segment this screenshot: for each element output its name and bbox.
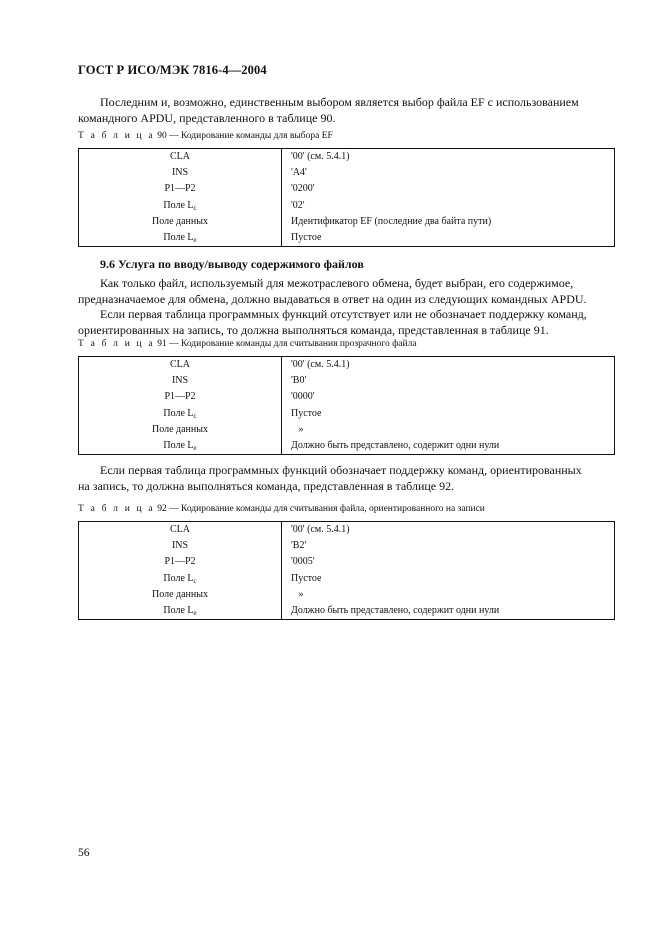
row-key-text: P1—P2 xyxy=(164,183,196,195)
row-key-text: INS xyxy=(171,167,189,179)
row-value: Идентификатор EF (последние два байта пути) xyxy=(282,214,615,230)
row-value: '00' (см. 5.4.1) xyxy=(282,357,615,374)
row-value: » xyxy=(282,587,615,603)
table-row xyxy=(79,603,615,620)
row-value: '0005' xyxy=(282,554,615,570)
table-row xyxy=(79,198,615,214)
row-key xyxy=(79,198,282,214)
row-key-text: P1—P2 xyxy=(164,391,196,403)
row-value: '00' (см. 5.4.1) xyxy=(282,522,615,539)
text-line: на запись, то должна выполняться команда, представленная в таблице 92. xyxy=(78,478,455,493)
row-key-text: Поле L xyxy=(163,407,194,419)
table-row xyxy=(79,438,615,455)
row-key-subscript: c xyxy=(193,411,197,420)
table-90-caption xyxy=(78,130,333,142)
row-value: Пустое xyxy=(282,230,615,247)
row-key-text: Поле L xyxy=(163,199,194,211)
row-key xyxy=(79,373,282,389)
row-key-subscript: c xyxy=(193,203,197,212)
row-key-text: CLA xyxy=(170,359,190,370)
table-row xyxy=(79,522,615,539)
table-row xyxy=(79,406,615,422)
row-key xyxy=(79,571,282,587)
text-line: Как только файл, используемый для межотраслевого обмена, будет выбран, его содержимое, xyxy=(100,276,574,290)
row-key xyxy=(79,422,282,438)
row-key-text: Поле данных xyxy=(152,588,208,600)
row-key xyxy=(79,165,282,181)
table-row xyxy=(79,389,615,405)
caption-text: 90 — Кодирование команды для выбора EF xyxy=(154,131,333,141)
row-key-text: INS xyxy=(171,540,189,552)
row-value: Должно быть представлено, содержит одни нули xyxy=(282,603,615,620)
row-value: Должно быть представлено, содержит одни нули xyxy=(282,438,615,455)
row-key xyxy=(79,214,282,230)
row-key xyxy=(79,522,282,539)
section-paragraph xyxy=(78,276,615,338)
row-key-text: Поле L xyxy=(163,605,194,617)
paragraph-3 xyxy=(78,463,615,494)
page-number: 56 xyxy=(78,847,90,859)
table-row xyxy=(79,554,615,570)
row-key-subscript: c xyxy=(193,576,197,585)
table-92 xyxy=(78,521,615,620)
table-row xyxy=(79,357,615,374)
row-key-text: Поле L xyxy=(163,440,194,452)
row-key-text: INS xyxy=(171,375,189,387)
caption-prefix: Т а б л и ц а xyxy=(78,504,155,514)
caption-prefix: Т а б л и ц а xyxy=(78,339,155,349)
row-value: 'B0' xyxy=(282,373,615,389)
text-line: предназначаемое для обмена, должно выдаваться в ответ на один из следующих командных APDU. xyxy=(78,291,587,306)
row-key xyxy=(79,587,282,603)
row-key-text: P1—P2 xyxy=(164,556,196,568)
table-91 xyxy=(78,356,615,455)
row-key xyxy=(79,181,282,197)
table-row xyxy=(79,422,615,438)
row-key xyxy=(79,538,282,554)
page-header: ГОСТ Р ИСО/МЭК 7816-4—2004 xyxy=(78,63,267,77)
row-key xyxy=(79,389,282,405)
row-key xyxy=(79,603,282,620)
table-row xyxy=(79,538,615,554)
text-line: Последним и, возможно, единственным выбором является выбор файла EF с использованием xyxy=(100,95,579,109)
row-value: » xyxy=(282,422,615,438)
table-91-caption xyxy=(78,338,417,350)
row-key-text: Поле данных xyxy=(152,215,208,227)
row-key-subscript: e xyxy=(193,609,197,618)
table-row xyxy=(79,230,615,247)
row-value: Пустое xyxy=(282,571,615,587)
row-value: '02' xyxy=(282,198,615,214)
table-row xyxy=(79,571,615,587)
row-key-subscript: e xyxy=(193,236,197,245)
text-line: командного APDU, представленного в таблице 90. xyxy=(78,110,336,125)
row-key-text: Поле L xyxy=(163,232,194,244)
caption-text: 92 — Кодирование команды для считывания файла, ориентированного на записи xyxy=(154,504,485,514)
row-key xyxy=(79,357,282,374)
text-line: ориентированных на запись, то должна выполняться команда, представленная в таблице 91. xyxy=(78,322,549,337)
row-key xyxy=(79,406,282,422)
row-key-text: Поле данных xyxy=(152,423,208,435)
row-value: 'A4' xyxy=(282,165,615,181)
table-90 xyxy=(78,148,615,247)
row-value: 'B2' xyxy=(282,538,615,554)
row-key-text: CLA xyxy=(170,524,190,535)
text-line: Если первая таблица программных функций обозначает поддержку команд, ориентированных xyxy=(100,463,582,477)
table-row xyxy=(79,181,615,197)
row-value: '0200' xyxy=(282,181,615,197)
row-key-text: CLA xyxy=(170,151,190,162)
table-92-caption xyxy=(78,503,485,515)
caption-prefix: Т а б л и ц а xyxy=(78,131,155,141)
intro-paragraph xyxy=(78,95,615,126)
caption-text: 91 — Кодирование команды для считывания прозрачного файла xyxy=(154,339,417,349)
row-value: '0000' xyxy=(282,389,615,405)
table-row xyxy=(79,149,615,166)
row-key-text: Поле L xyxy=(163,572,194,584)
table-row xyxy=(79,587,615,603)
row-key-subscript: e xyxy=(193,444,197,453)
table-row xyxy=(79,373,615,389)
text-line: Если первая таблица программных функций отсутствует или не обозначает поддержку команд, xyxy=(100,307,587,321)
row-value: Пустое xyxy=(282,406,615,422)
row-key xyxy=(79,438,282,455)
row-value: '00' (см. 5.4.1) xyxy=(282,149,615,166)
row-key xyxy=(79,554,282,570)
section-heading: 9.6 Услуга по вводу/выводу содержимого файлов xyxy=(100,257,364,271)
row-key xyxy=(79,230,282,247)
row-key xyxy=(79,149,282,166)
table-row xyxy=(79,214,615,230)
table-row xyxy=(79,165,615,181)
